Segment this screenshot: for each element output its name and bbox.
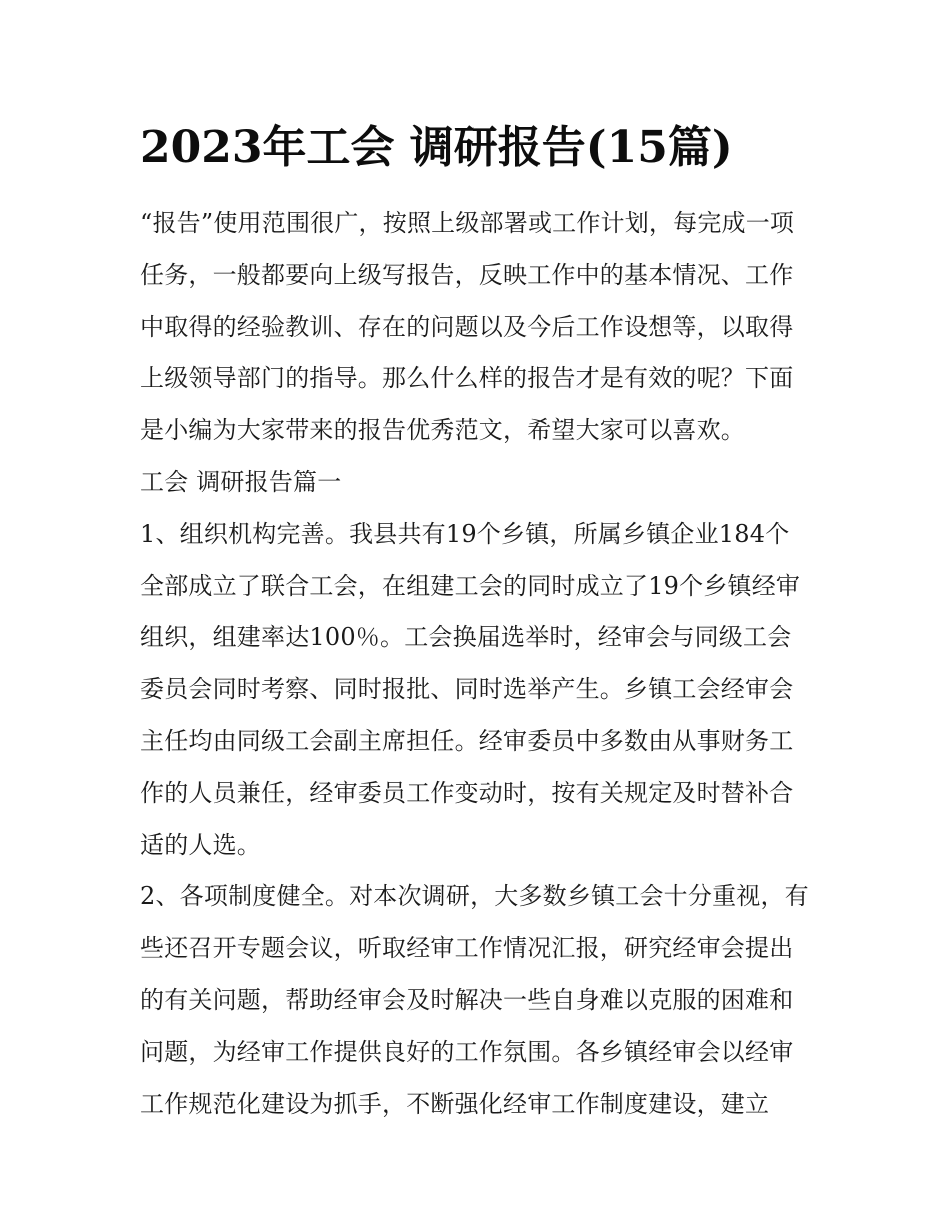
section-heading: 工会 调研报告篇一	[140, 467, 342, 496]
body-paragraph: 1、组织机构完善。我县共有19个乡镇，所属乡镇企业184个全部成立了联合工会，在组建工会的同时成立了19个乡镇经审组织，组建率达100％。工会换届选举时，经审会与同级工会委员会同时考察、同时报批、同时选举产生。乡镇工会经审会主任均由同级工会副主席担任。经审委员中多数由从事财务工作的人员兼任，经审委员工作变动时，按有关规定及时替补合适的人选。	[140, 519, 801, 859]
intro-paragraph: “报告”使用范围很广，按照上级部署或工作计划，每完成一项任务，一般都要向上级写报告，反映工作中的基本情况、工作中取得的经验教训、存在的问题以及今后工作设想等，以取得上级领导部门的指导。那么什么样的报告才是有效的呢？下面是小编为大家带来的报告优秀范文，希望大家可以喜欢。	[140, 209, 795, 445]
document-title: 2023年工会 调研报告(15篇)	[140, 122, 733, 173]
body-paragraph: 2、各项制度健全。对本次调研，大多数乡镇工会十分重视，有些还召开专题会议，听取经审工作情况汇报，研究经审会提出的有关问题，帮助经审会及时解决一些自身难以克服的困难和问题，为经审工作提供良好的工作氛围。各乡镇经审会以经审工作规范化建设为抓手，不断强化经审工作制度建设，建立	[140, 882, 809, 1118]
document-body	[140, 198, 812, 1130]
